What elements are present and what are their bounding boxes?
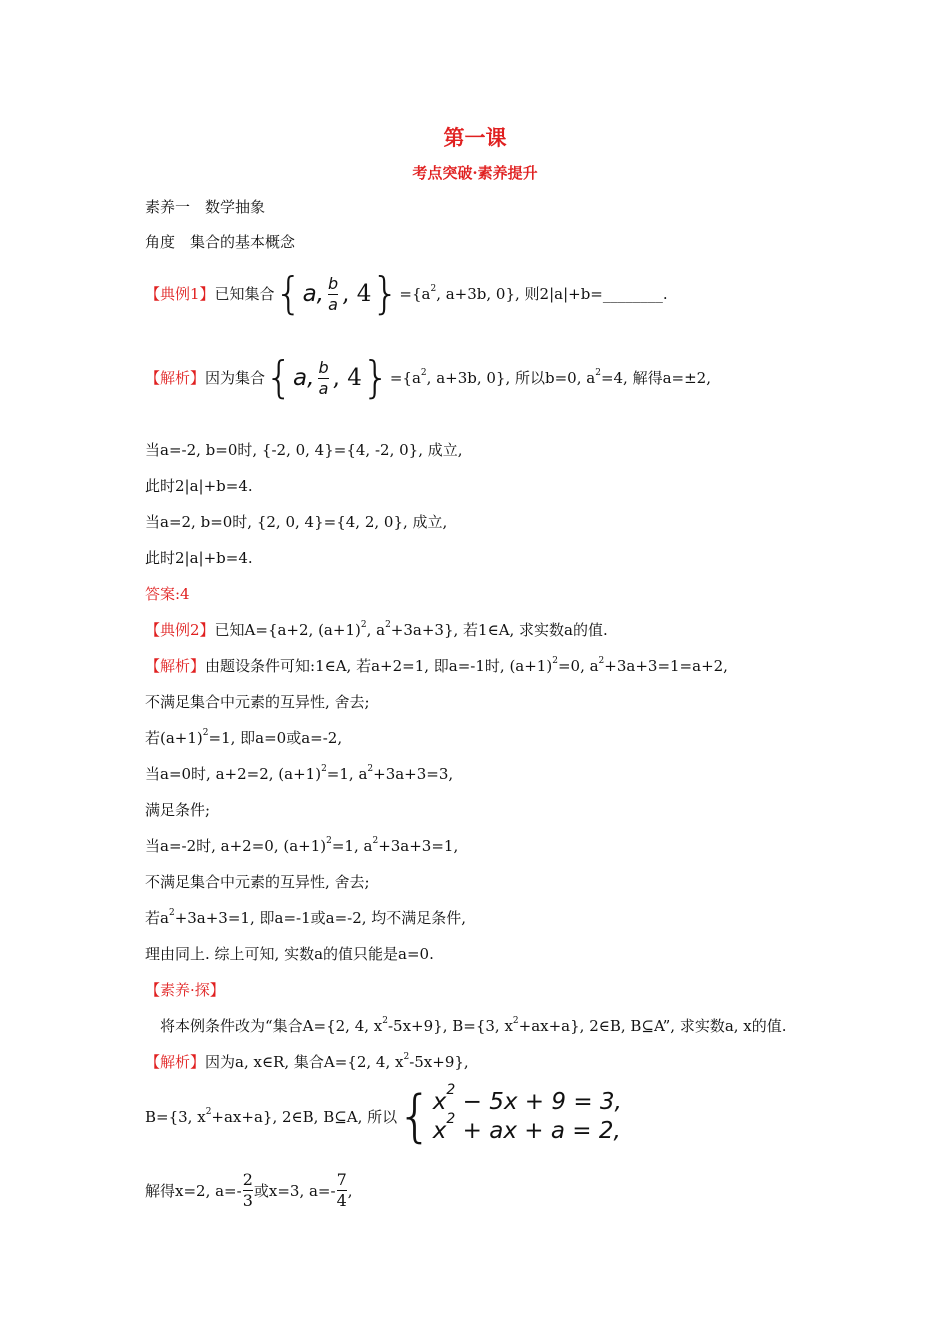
solution-3-tag: 【解析】 xyxy=(145,1053,206,1071)
superscript: 2 xyxy=(420,368,427,378)
text-segment: 或x=3, a=- xyxy=(253,1181,336,1200)
angle-heading: 角度 集合的基本概念 xyxy=(145,233,296,251)
text-segment: + ax + a = 2, xyxy=(455,1118,621,1144)
fraction-numerator: 2 xyxy=(242,1170,253,1189)
set-element-a: a, xyxy=(293,365,315,391)
fraction-numerator: b xyxy=(327,273,339,293)
fraction-7-over-4 xyxy=(337,1170,347,1211)
superscript: 2 xyxy=(446,1111,456,1128)
text-line: 满足条件; xyxy=(145,801,211,819)
text-segment: 因为a, x∈R, 集合A={2, 4, x xyxy=(205,1053,404,1071)
fraction-b-over-a xyxy=(328,274,338,315)
example-1-eq xyxy=(399,284,667,304)
fraction-denominator: 3 xyxy=(242,1191,253,1210)
superscript: 2 xyxy=(595,368,601,378)
text-line: 当a=-2, b=0时, {-2, 0, 4}={4, -2, 0}, 成立, xyxy=(145,441,463,459)
text-line xyxy=(145,836,458,856)
text-segment: 若a xyxy=(145,909,169,927)
text-segment: +3a+3=3, xyxy=(373,765,454,783)
eq-open: ={a xyxy=(399,285,431,303)
text-segment: +ax+a}, 2∈B, B⊆A, 所以 xyxy=(211,1108,398,1126)
solution-1 xyxy=(145,352,711,403)
eq-mid: , a+3b, 0}, 所以b=0, a xyxy=(426,369,596,387)
text-line xyxy=(145,728,342,748)
superscript: 2 xyxy=(430,284,437,294)
text-segment: +3a+3=1, xyxy=(378,837,459,855)
superscript: 2 xyxy=(326,836,332,846)
text-segment: +ax+a}, 2∈B, B⊆A”, 求实数a, x的值. xyxy=(518,1017,787,1035)
text-segment xyxy=(145,1107,397,1127)
text-segment: 由题设条件可知:1∈A, 若a+2=1, 即a=-1时, (a+1) xyxy=(205,657,553,675)
answer-line: 答案:4 xyxy=(145,585,190,603)
set-element-4: , 4 xyxy=(332,365,362,391)
text-segment: =1, 即a=0或a=-2, xyxy=(208,729,343,747)
section-heading: 素养一 数学抽象 xyxy=(145,198,266,216)
solution-2 xyxy=(145,656,728,676)
final-line xyxy=(145,1170,353,1211)
fraction-2-over-3 xyxy=(243,1170,253,1211)
superscript: 2 xyxy=(168,908,175,918)
probe-text xyxy=(160,1016,787,1036)
superscript: 2 xyxy=(372,836,379,846)
system-line xyxy=(145,1082,622,1149)
text-segment: +3a+3=1=a+2, xyxy=(604,657,728,675)
page-title: 第一课 xyxy=(443,125,507,150)
solution-1-eq xyxy=(390,368,711,388)
text-segment: x xyxy=(432,1089,447,1115)
text-segment: 解得x=2, a=- xyxy=(145,1181,242,1200)
fraction-numerator: b xyxy=(318,357,329,377)
text-segment: +3a+3=1, 即a=-1或a=-2, 均不满足条件, xyxy=(174,909,467,927)
text-line: 不满足集合中元素的互异性, 舍去; xyxy=(145,873,370,891)
equation-rows xyxy=(432,1082,622,1146)
superscript: 2 xyxy=(512,1016,519,1026)
left-brace-icon: { xyxy=(397,1084,433,1149)
superscript: 2 xyxy=(202,728,209,738)
text-line: 不满足集合中元素的互异性, 舍去; xyxy=(145,693,370,711)
text-segment: =0, a xyxy=(557,657,599,675)
left-brace-icon: { xyxy=(274,268,303,319)
superscript: 2 xyxy=(321,764,327,774)
equation-row-2 xyxy=(432,1111,622,1146)
example-1-tag: 【典例1】 xyxy=(145,285,215,303)
text-segment: , xyxy=(347,1181,353,1200)
text-line xyxy=(145,764,453,784)
text-line xyxy=(145,908,466,928)
example-2 xyxy=(145,620,608,640)
text-segment: 若(a+1) xyxy=(145,729,203,747)
fraction-denominator: a xyxy=(318,378,329,398)
equation-row-1 xyxy=(432,1082,622,1117)
example-1-text: 已知集合 xyxy=(214,285,275,303)
right-brace-icon: } xyxy=(371,268,400,319)
fraction-b-over-a xyxy=(318,358,328,399)
text-segment: =1, a xyxy=(331,837,373,855)
text-line: 当a=2, b=0时, {2, 0, 4}={4, 2, 0}, 成立, xyxy=(145,513,448,531)
probe-tag: 【素养·探】 xyxy=(145,981,225,999)
eq-end: =4, 解得a=±2, xyxy=(600,369,711,387)
text-segment: x xyxy=(432,1118,447,1144)
solution-2-tag: 【解析】 xyxy=(145,657,206,675)
solution-3 xyxy=(145,1052,469,1072)
example-1 xyxy=(145,268,668,319)
eq-open: ={a xyxy=(389,369,421,387)
left-brace-icon: { xyxy=(265,352,294,403)
fraction-denominator: a xyxy=(328,294,338,314)
fraction-denominator: 4 xyxy=(336,1191,347,1210)
solution-1-text: 因为集合 xyxy=(205,369,266,387)
superscript: 2 xyxy=(552,656,558,666)
superscript: 2 xyxy=(367,764,374,774)
page-subtitle: 考点突破·素养提升 xyxy=(412,164,538,182)
text-segment: , a xyxy=(366,621,386,639)
text-segment: -5x+9}, B={3, x xyxy=(387,1017,513,1035)
text-segment: 当a=-2时, a+2=0, (a+1) xyxy=(145,837,327,855)
equation-system xyxy=(397,1082,622,1149)
text-segment: +3a+3}, 若1∈A, 求实数a的值. xyxy=(390,621,608,639)
superscript: 2 xyxy=(403,1052,410,1062)
text-segment: =1, a xyxy=(326,765,368,783)
eq-rest: , a+3b, 0}, 则2|a|+b=________. xyxy=(436,285,668,303)
superscript: 2 xyxy=(205,1107,212,1117)
superscript: 2 xyxy=(446,1082,456,1099)
set-element-a: a, xyxy=(302,281,324,307)
superscript: 2 xyxy=(360,620,367,630)
text-line: 理由同上. 综上可知, 实数a的值只能是a=0. xyxy=(145,945,434,963)
text-segment: B={3, x xyxy=(145,1108,206,1126)
solution-1-tag: 【解析】 xyxy=(145,369,206,387)
text-segment: 将本例条件改为“集合A={2, 4, x xyxy=(160,1017,383,1035)
text-segment: -5x+9}, xyxy=(409,1053,469,1071)
example-2-tag: 【典例2】 xyxy=(145,621,215,639)
right-brace-icon: } xyxy=(361,352,390,403)
text-segment: 当a=0时, a+2=2, (a+1) xyxy=(145,765,322,783)
superscript: 2 xyxy=(598,656,605,666)
text-line: 此时2|a|+b=4. xyxy=(145,477,253,495)
text-segment: − 5x + 9 = 3, xyxy=(455,1089,622,1115)
superscript: 2 xyxy=(382,1016,388,1026)
text-segment: 已知A={a+2, (a+1) xyxy=(214,621,361,639)
text-line: 此时2|a|+b=4. xyxy=(145,549,253,567)
set-element-4: , 4 xyxy=(342,281,372,307)
fraction-numerator: 7 xyxy=(336,1170,347,1189)
superscript: 2 xyxy=(385,620,391,630)
